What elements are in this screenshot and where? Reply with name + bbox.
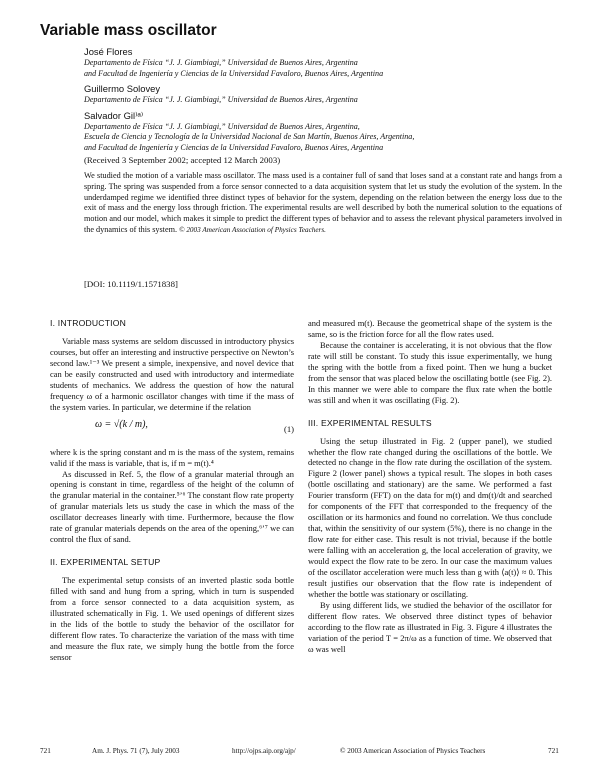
page-number-right: 721 bbox=[548, 747, 559, 755]
page-number-left: 721 bbox=[40, 747, 51, 755]
paragraph: By using different lids, we studied the behavior of the oscillator for different flow rates. We observed three distinct types of behavior according to the flow rate as illustrated in Fig. 3. Figure 4 illustrates the variation of the period T = 2π/ω as a function of time. We observed that ω was well bbox=[308, 599, 552, 654]
doi: [DOI: 10.1119/1.1571838] bbox=[84, 279, 178, 289]
author-name: José Flores bbox=[84, 46, 133, 57]
paper-title: Variable mass oscillator bbox=[40, 22, 217, 39]
affiliation-line: and Facultad de Ingeniería y Ciencias de la Universidad Favaloro, Buenos Aires, Argentina bbox=[84, 68, 384, 78]
section-heading-setup: II. EXPERIMENTAL SETUP bbox=[50, 557, 161, 568]
paragraph: and measured m(t). Because the geometrical shape of the system is the same, so is the friction force for all the flow rates used. bbox=[308, 318, 552, 339]
abstract bbox=[84, 171, 562, 236]
affiliation-line: Escuela de Ciencia y Tecnología de la Universidad Nacional de San Martín, Buenos Aires, Argentina, bbox=[84, 132, 415, 142]
author-3 bbox=[84, 110, 564, 154]
equation-1 bbox=[50, 416, 294, 444]
left-column bbox=[50, 318, 294, 663]
author-1 bbox=[84, 46, 564, 79]
abstract-text: We studied the motion of a variable mass oscillator. The mass used is a container full of sand that loses sand at a constant rate and hangs from a spring. The spring was suspended from a force sensor connected to a data acquisition system that let us study the evolution of the system. In the underdamped regime we identified three distinct types of behavior for the system, depending on the relation between the energy loss due to the exit of mass and the energy loss through friction. The experimental results are well described by both the numerical solution to the equations of motion and our model, which makes it simple to predict the different types of behavior and to assess the relevant physical parameters involved in the dynamics of this system. bbox=[84, 171, 562, 234]
affiliation-line: Departamento de Física “J. J. Giambiagi,” Universidad de Buenos Aires, Argentina, bbox=[84, 121, 360, 131]
author-name: Guillermo Solovey bbox=[84, 83, 161, 95]
affiliation-line: Departamento de Física “J. J. Giambiagi,” Universidad de Buenos Aires, Argentina bbox=[84, 58, 358, 67]
section-heading-introduction: I. INTRODUCTION bbox=[50, 318, 127, 328]
journal-citation: Am. J. Phys. 71 (7), July 2003 bbox=[92, 747, 180, 755]
page-footer bbox=[0, 747, 600, 759]
author-block bbox=[84, 46, 564, 158]
paragraph: The experimental setup consists of an inverted plastic soda bottle filled with sand and hung from a spring, which in turn is suspended from a force sensor connected to a data acquisition system, as illustrated schematically in Fig. 1. We used openings of different sizes in the lids of the bottle to study the behavior of the oscillator for different flow rates. To characterize the variation of the mass with time and measure the flux rate, we simply hung the bottle from the force sensor bbox=[50, 575, 294, 662]
right-column bbox=[308, 318, 552, 655]
received-dates: (Received 3 September 2002; accepted 12 March 2003) bbox=[84, 155, 281, 165]
footer-copyright: © 2003 American Association of Physics Teachers bbox=[340, 747, 486, 755]
journal-url[interactable]: http://ojps.aip.org/ajp/ bbox=[232, 747, 296, 755]
section-heading-results: III. EXPERIMENTAL RESULTS bbox=[308, 417, 432, 428]
author-name: Salvador Gil⁾ᵃ⁾ bbox=[84, 109, 144, 121]
author-2 bbox=[84, 83, 564, 106]
affiliation-line: and Facultad de Ingeniería y Ciencias de la Universidad Favaloro, Buenos Aires, Argentina bbox=[84, 142, 384, 152]
paragraph: Because the container is accelerating, it is not obvious that the flow rate will still be constant. To study this issue experimentally, we hung the spring with the bottle from a fixed point. Then we hung a bucket from the sensor that was placed below the oscillating bottle (see Fig. 2). In this manner we were able to compare the flux rate when the bottle was still and when it was oscillating (Fig. 2). bbox=[308, 339, 552, 405]
paragraph: Using the setup illustrated in Fig. 2 (upper panel), we studied whether the flow rate changed during the oscillations of the bottle. We detected no change in the flow rate during the oscillation of the system. Figure 2 (lower panel) shows a typical result. The slopes in both cases (bottle oscillating and stationary) are the same. We performed a fast Fourier transform (FFT) on the data for m(t) and dm(t)/dt and searched for components of the FFT that corresponded to the frequency of the oscillation or its harmonics and found no correlation. We thus conclude that, within the sensitivity of our system (5%), there is no change in the flow rate for either case. This result is not trivial, because if the bottle were falling with an acceleration g, the local acceleration of gravity, we would expect the flow rate to be zero. In our case the maximum values of the oscillator acceleration were much less than g with ⟨a(t)⟩ ≈ 0. This result justifies our observation that the flow rate is independent of whether the bottle was stationary or oscillating. bbox=[308, 435, 552, 599]
affiliation-line: Departamento de Física “J. J. Giambiagi,” Universidad de Buenos Aires, Argentina bbox=[84, 95, 358, 105]
paragraph: Variable mass systems are seldom discussed in introductory physics courses, but offer an interesting and instructive perspective on Newton’s second law.¹⁻³ We present a simple, inexpensive, and novel device that can be easily constructed and used with introductory and intermediate students of mechanics. We address the question of how the natural frequency ω of a harmonic oscillator changes with time if the mass of the system varies. In particular, we determine if the relation bbox=[50, 335, 294, 412]
equation-formula: ω = √(k / m), bbox=[95, 418, 148, 430]
equation-number: (1) bbox=[283, 423, 294, 434]
abstract-copyright: © 2003 American Association of Physics Teachers. bbox=[179, 225, 326, 234]
paragraph: As discussed in Ref. 5, the flow of a granular material through an opening is constant in time, regardless of the height of the column of the granular material in the container.⁵ʼ⁶ The constant flow rate property of granular materials lets us study the case in which the mass of the oscillator decreases linearly with time. Furthermore, because the flow rate of granular materials depends on the area of the opening,⁶ʼ⁷ we can control the flux of sand. bbox=[50, 468, 294, 545]
paragraph: where k is the spring constant and m is the mass of the system, remains valid if the mass is variable, that is, if m = m(t).⁴ bbox=[50, 446, 294, 468]
